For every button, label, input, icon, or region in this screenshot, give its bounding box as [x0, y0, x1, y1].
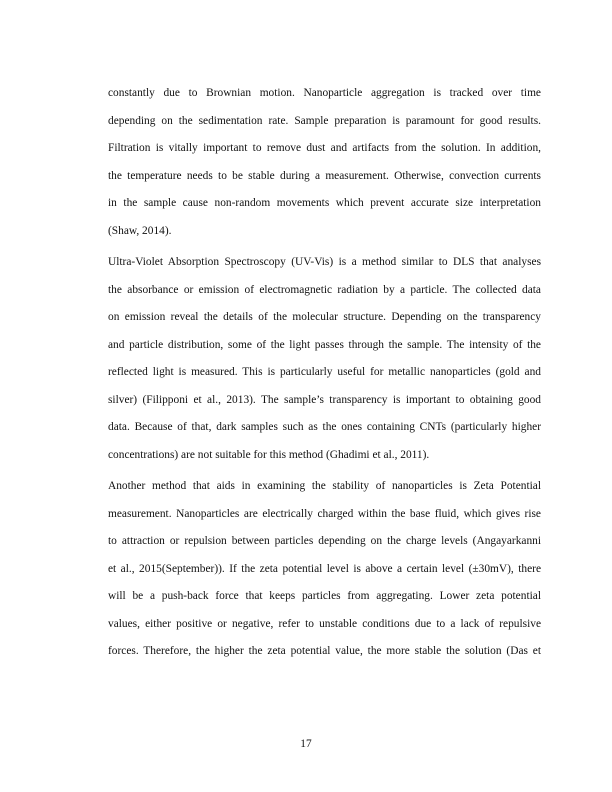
text-line: constantly due to Brownian motion. Nanoparticle aggregation is tracked over time — [108, 87, 541, 99]
text-line: in the sample cause non-random movements which prevent accurate size interpretation — [108, 197, 541, 209]
text-line: silver) (Filipponi et al., 2013). The sample’s transparency is important to obtaining good — [108, 393, 541, 406]
text-line: et al., 2015(September)). If the zeta potential level is above a certain level (±30mV), there — [108, 562, 541, 575]
text-line: forces. Therefore, the higher the zeta potential value, the more stable the solution (Das et — [108, 645, 541, 657]
page-number: 17 — [300, 738, 312, 750]
paragraph-uv-vis — [108, 249, 541, 469]
text-line: (Shaw, 2014). — [108, 224, 172, 237]
text-line: Another method that aids in examining the stability of nanoparticles is Zeta Potential — [108, 480, 541, 492]
text-line: the temperature needs to be stable during a measurement. Otherwise, convection currents — [108, 169, 541, 182]
text-line: measurement. Nanoparticles are electrically charged within the base fluid, which gives rise — [108, 507, 541, 520]
text-line: to attraction or repulsion between particles depending on the charge levels (Angayarkanni — [108, 535, 541, 547]
paragraph-zeta-potential — [108, 473, 541, 666]
text-line: Ultra-Violet Absorption Spectroscopy (UV-Vis) is a method similar to DLS that analyses — [108, 256, 541, 268]
text-line: values, either positive or negative, refer to unstable conditions due to a lack of repulsive — [108, 617, 541, 630]
text-line: Filtration is vitally important to remove dust and artifacts from the solution. In addition, — [108, 142, 541, 154]
text-line: on emission reveal the details of the molecular structure. Depending on the transparency — [108, 311, 541, 323]
text-line: the absorbance or emission of electromagnetic radiation by a particle. The collected data — [108, 283, 541, 296]
paragraph-brownian-motion — [108, 80, 541, 245]
text-line: data. Because of that, dark samples such as the ones containing CNTs (particularly higher — [108, 421, 541, 433]
text-line: will be a push-back force that keeps particles from aggregating. Lower zeta potential — [108, 590, 541, 602]
body-text — [108, 80, 541, 670]
text-line: depending on the sedimentation rate. Sample preparation is paramount for good results. — [108, 114, 541, 127]
text-line: reflected light is measured. This is particularly useful for metallic nanoparticles (gold and — [108, 366, 541, 378]
text-line: and particle distribution, some of the light passes through the sample. The intensity of the — [108, 338, 541, 351]
text-line: concentrations) are not suitable for this method (Ghadimi et al., 2011). — [108, 448, 430, 461]
